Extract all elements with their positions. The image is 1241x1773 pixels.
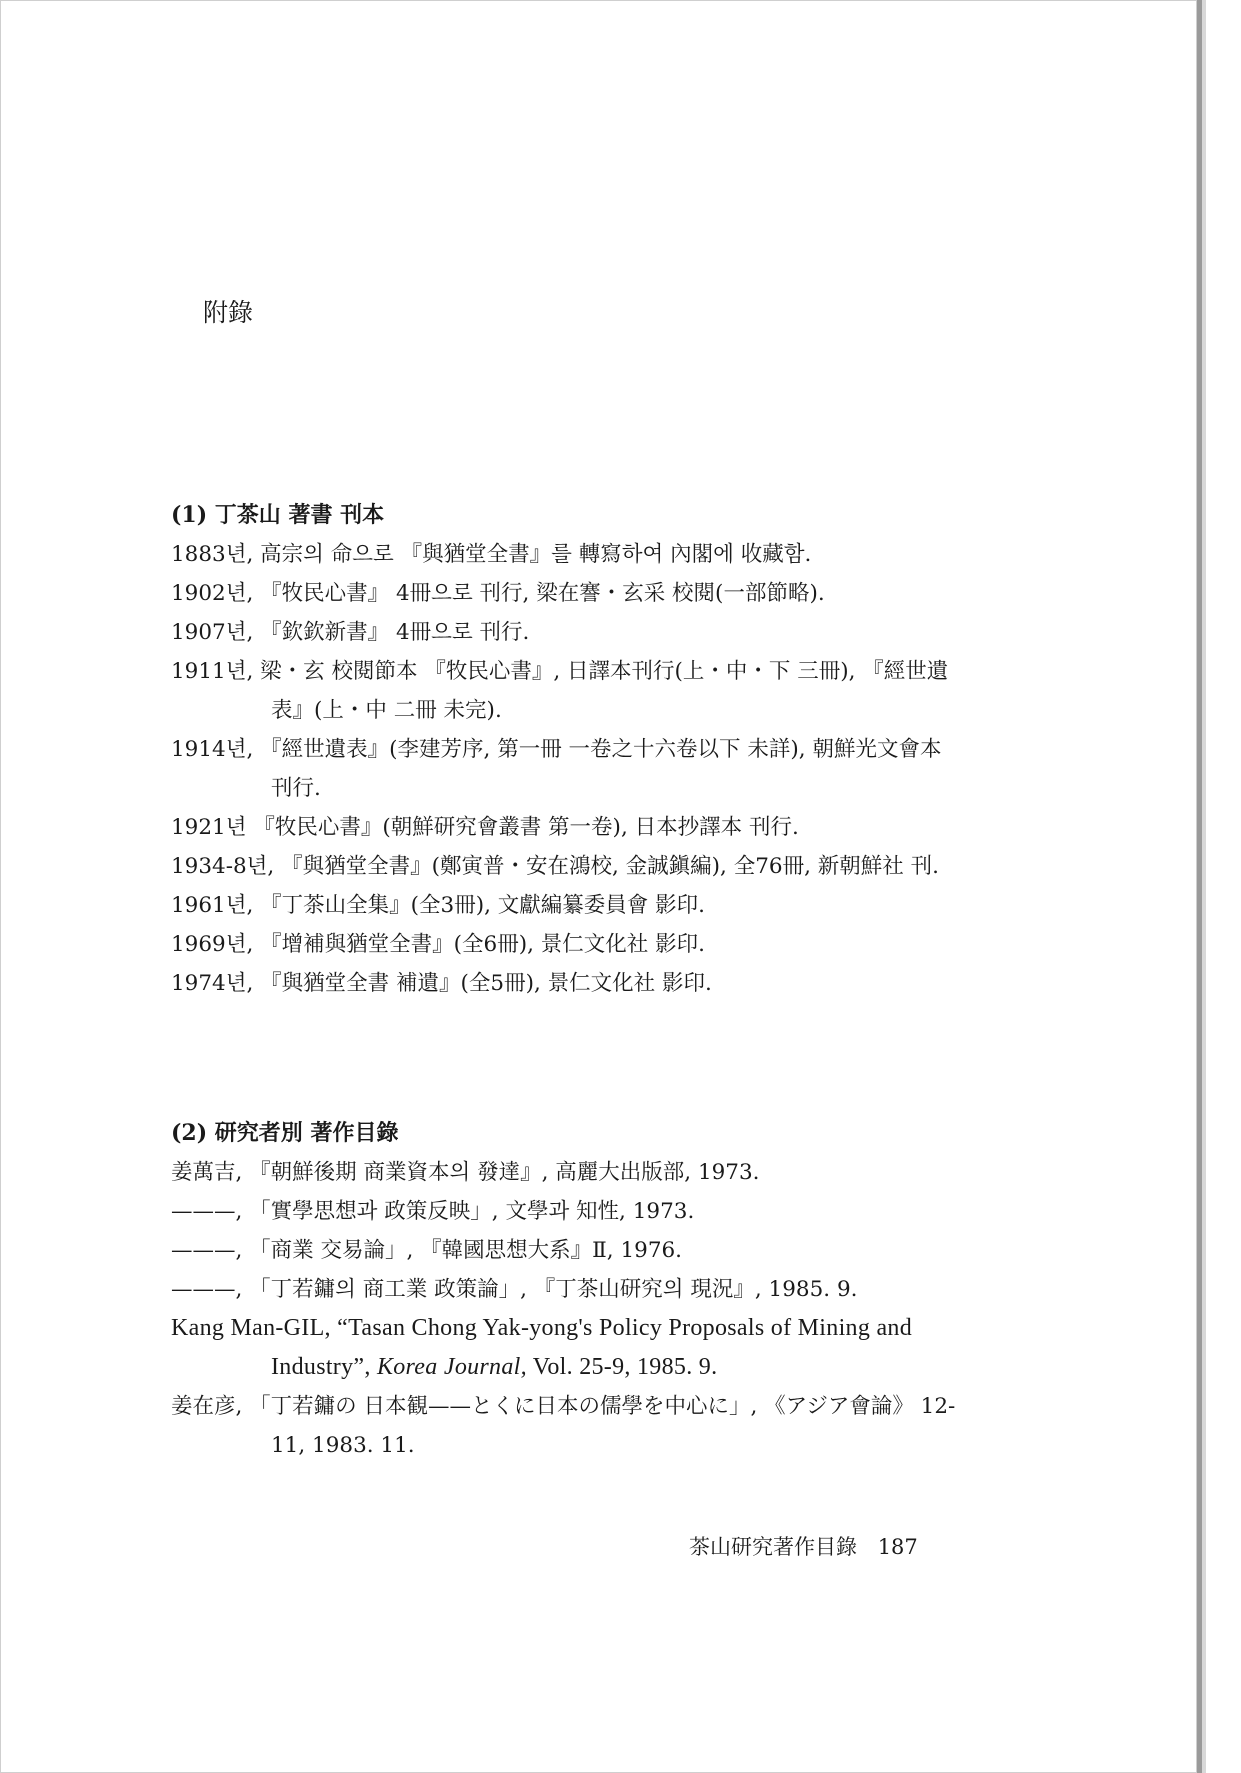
list-item: ———, 「實學思想과 政策反映」, 文學과 知性, 1973.: [171, 1199, 695, 1224]
list-item: 1883년, 高宗의 命으로 『與猶堂全書』를 轉寫하여 內閣에 收藏함.: [171, 542, 812, 567]
list-item: 1961년, 『丁茶山全集』(全3冊), 文獻編纂委員會 影印.: [171, 893, 705, 918]
list-item: 1914년, 『經世遺表』(李建芳序, 第一冊 一卷之十六卷以下 未詳), 朝鮮光文會本 刊行.: [171, 737, 942, 801]
section-title: (1) 丁茶山 著書 刊本: [171, 502, 385, 528]
section-title: (2) 研究者別 著作目錄: [171, 1120, 399, 1146]
page-number: 187: [877, 1535, 918, 1559]
list-item: 1911년, 梁・玄 校閱節本 『牧民心書』, 日譯本刊行(上・中・下 三冊), 『經世遺表』(上・中 二冊 未完).: [171, 659, 949, 723]
list-item: ———, 「商業 交易論」, 『韓國思想大系』Ⅱ, 1976.: [171, 1238, 683, 1263]
list-item: 姜萬吉, 『朝鮮後期 商業資本의 發達』, 高麗大出版部, 1973.: [171, 1160, 760, 1185]
list-item: 1934-8년, 『與猶堂全書』(鄭寅普・安在鴻校, 金誠鎭編), 全76冊, 新朝鮮社 刊.: [171, 854, 939, 879]
list-item: ———, 「丁若鏞의 商工業 政策論」, 『丁茶山研究의 現況』, 1985. 9.: [171, 1277, 858, 1302]
list-item: Kang Man-GIL, “Tasan Chong Yak-yong's Policy Proposals of Mining and Industry”, Korea Journal, Vol. 25-9, 1985. 9.: [171, 1315, 912, 1380]
section-editions: [171, 495, 956, 1003]
list-item: 1969년, 『增補與猶堂全書』(全6冊), 景仁文化社 影印.: [171, 932, 705, 957]
page-footer: [689, 1531, 918, 1561]
list-item: 1974년, 『與猶堂全書 補遺』(全5冊), 景仁文化社 影印.: [171, 971, 712, 996]
journal-title: Korea Journal,: [376, 1354, 527, 1380]
appendix-label: 附錄: [203, 298, 254, 327]
list-item: 1907년, 『欽欽新書』 4冊으로 刊行.: [171, 620, 530, 645]
list-item: 1921년 『牧民心書』(朝鮮研究會叢書 第一卷), 日本抄譯本 刊行.: [171, 815, 799, 840]
list-item: 姜在彦, 「丁若鏞の 日本観——とくに日本の儒學を中心に」, 《アジア會論》 12-11, 1983. 11.: [171, 1394, 956, 1458]
running-title: 茶山研究著作目錄: [689, 1535, 857, 1559]
section-works-by-researcher: [171, 1113, 956, 1465]
list-item: 1902년, 『牧民心書』 4冊으로 刊行, 梁在謇・玄采 校閱(一部節略).: [171, 581, 825, 606]
